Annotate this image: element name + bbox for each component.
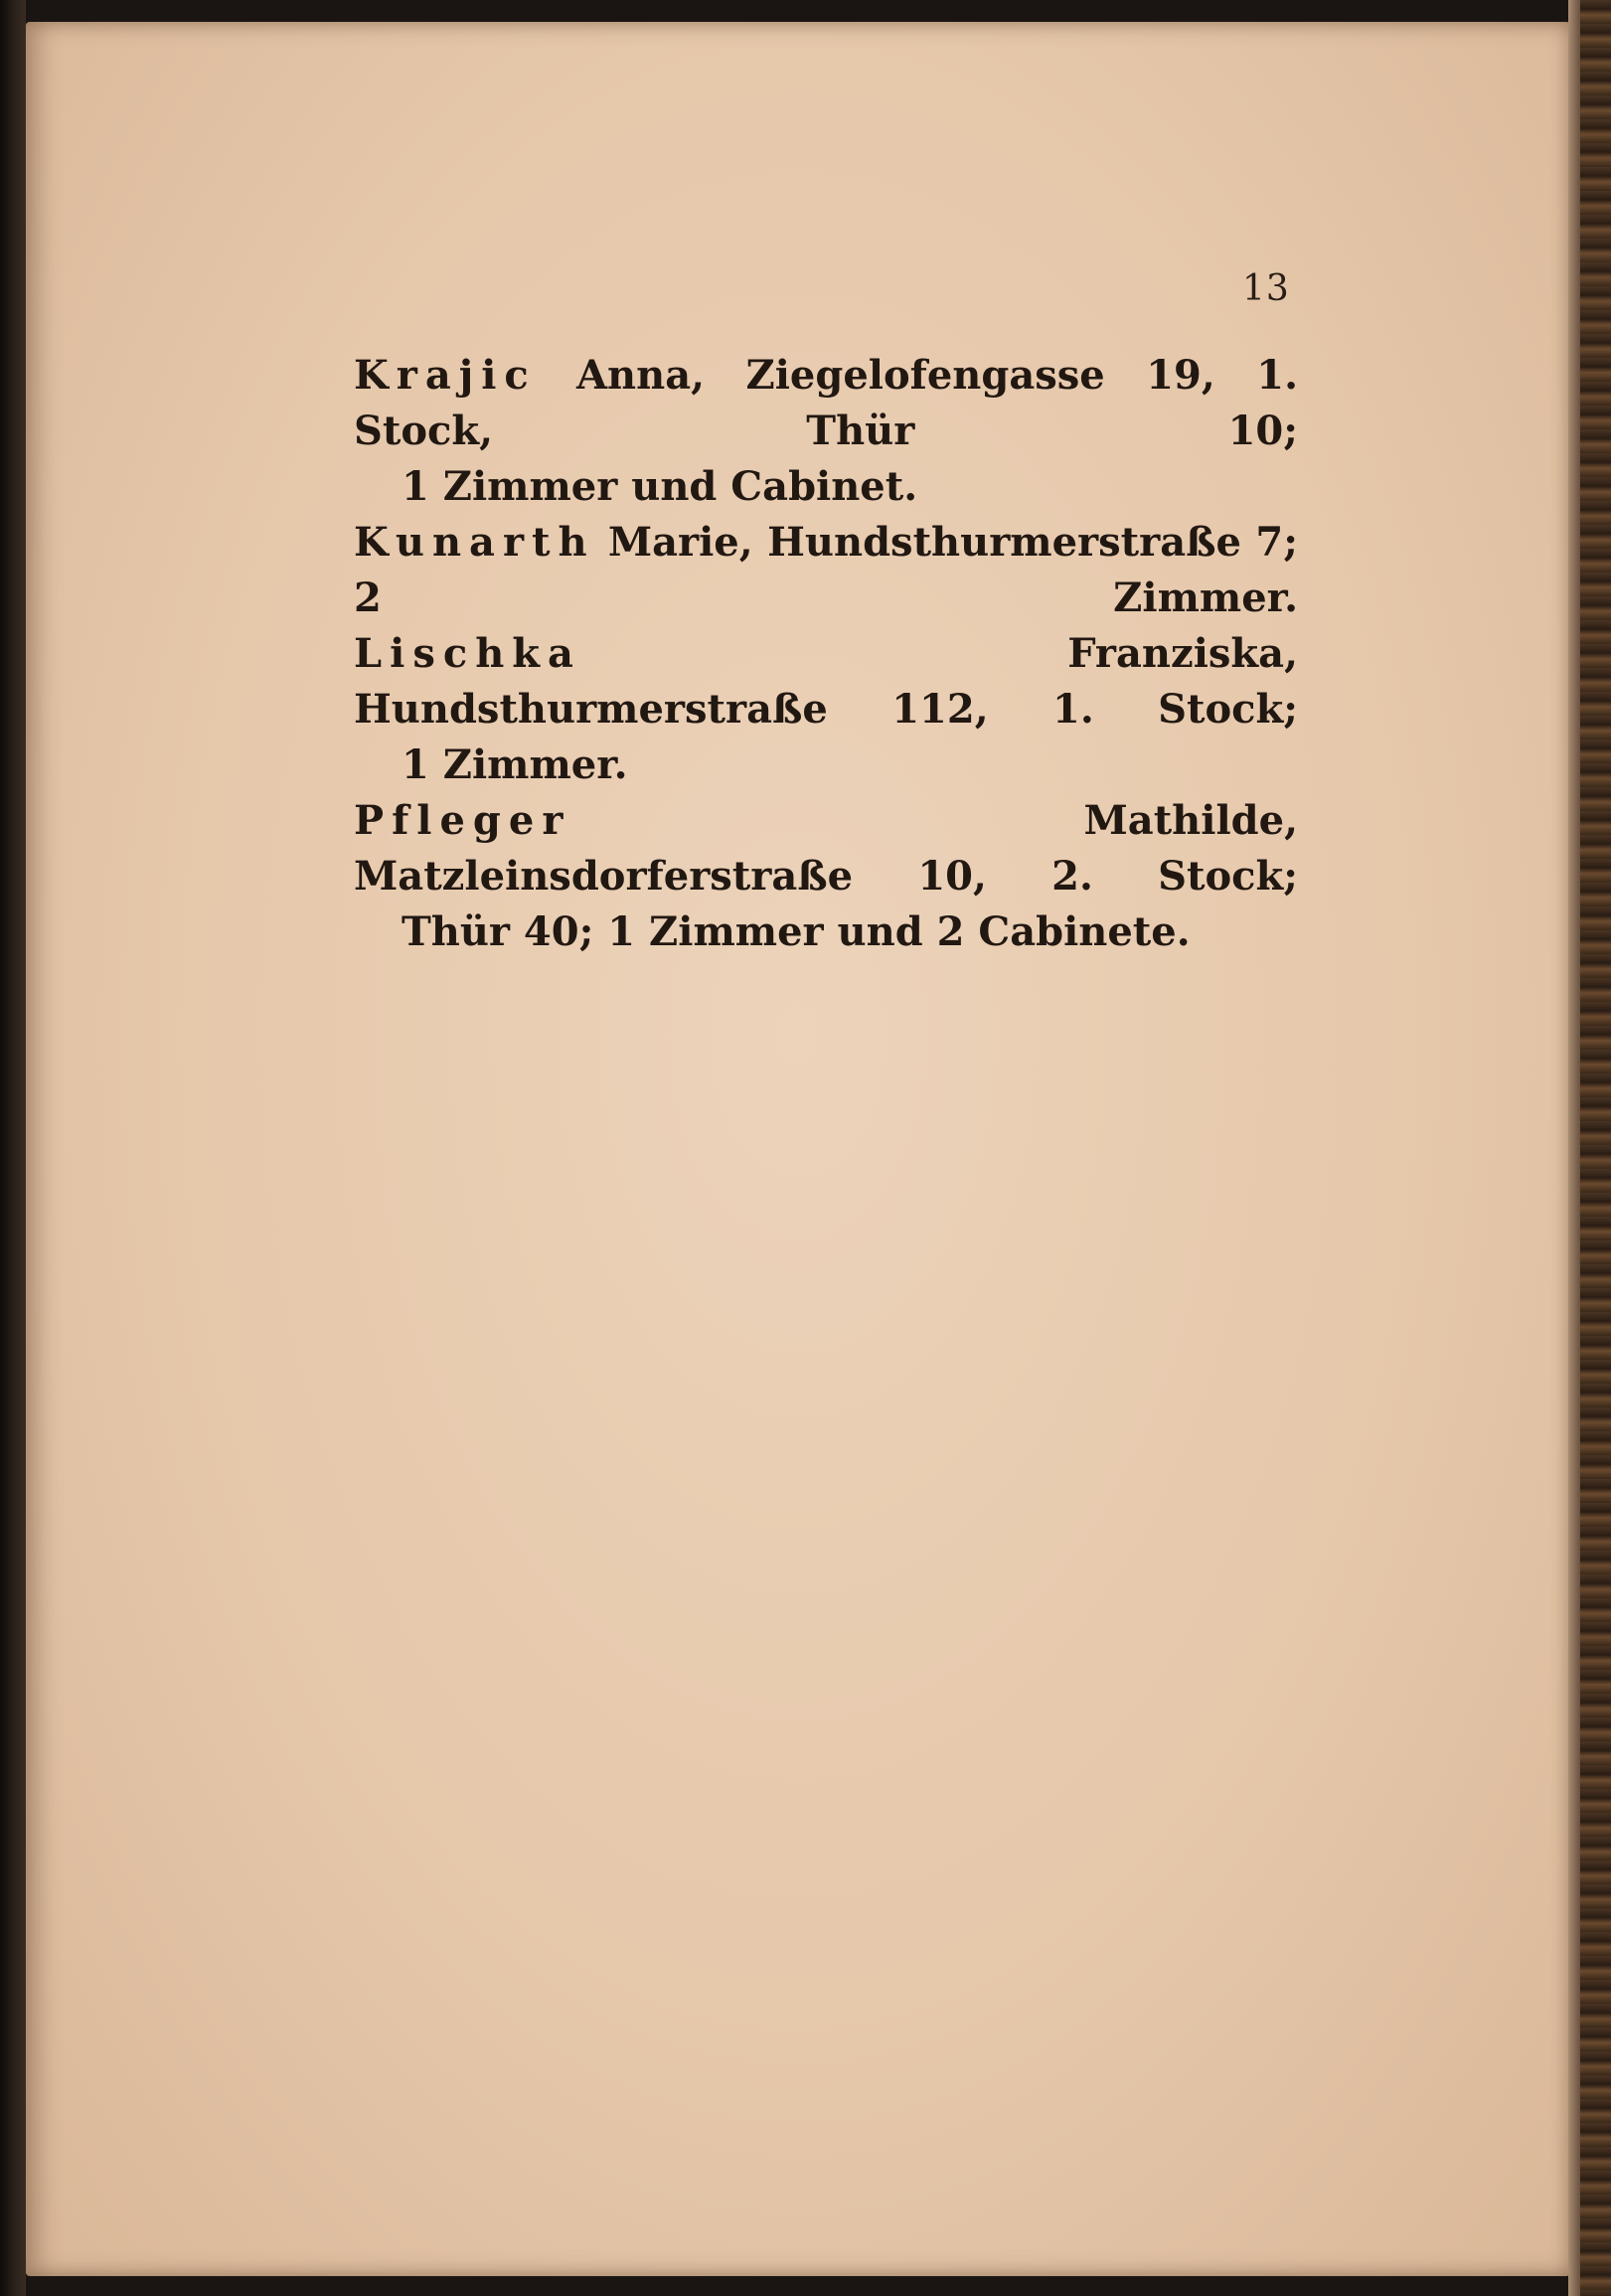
entry-continuation: 1 Zimmer und Cabinet. (402, 463, 918, 510)
entry-pfleger (354, 793, 1298, 904)
entry-continuation: Thür 40; 1 Zimmer und 2 Cabinete. (402, 908, 1191, 955)
page-edge-shadow (1568, 0, 1580, 2296)
entry-continuation: 1 Zimmer. (402, 741, 628, 788)
entry-surname: Krajic (354, 352, 537, 399)
page-number: 13 (1242, 268, 1290, 309)
entry-lischka (354, 626, 1298, 738)
entry-surname: Kunarth (354, 519, 595, 566)
entry-details: Franziska, Hundsthurmerstraße 112, 1. Stock; (354, 630, 1298, 733)
entry-kunarth (354, 515, 1298, 626)
entry-surname: Pfleger (354, 797, 571, 844)
book-binding-left (0, 0, 26, 2296)
directory-entries (354, 348, 1298, 960)
entry-details: Marie, Hundsthurmerstraße 7; 2 Zimmer. (354, 519, 1298, 621)
entry-krajic (354, 348, 1298, 459)
entry-details: Mathilde, Matzleinsdorferstraße 10, 2. Stock; (354, 797, 1298, 900)
entry-details: Anna, Ziegelofengasse 19, 1. Stock, Thür 10; (354, 352, 1298, 454)
entry-surname: Lischka (354, 630, 581, 677)
